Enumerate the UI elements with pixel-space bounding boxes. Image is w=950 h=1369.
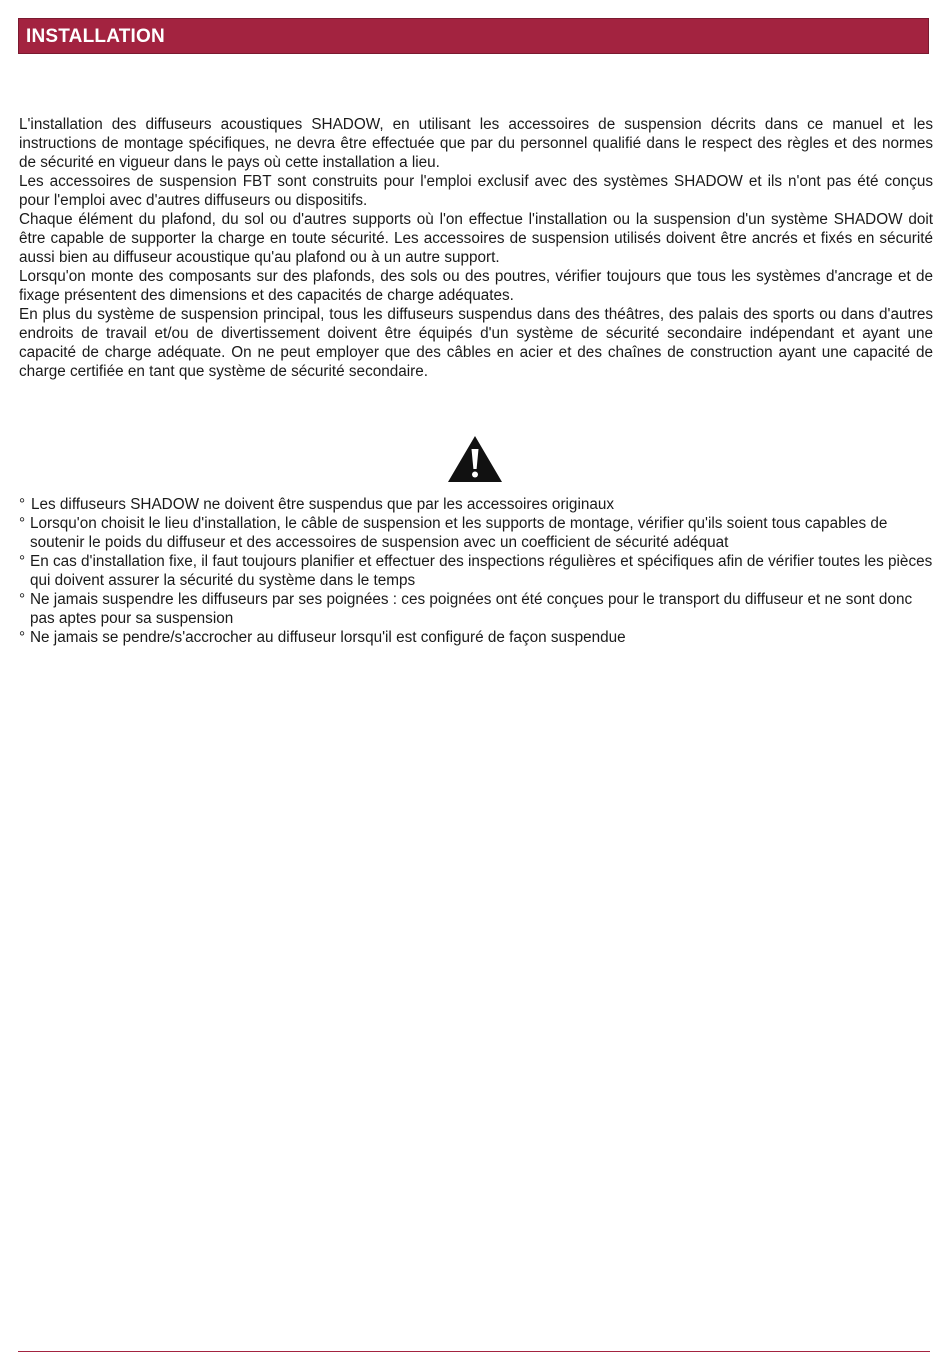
intro-paragraph: Lorsqu'on monte des composants sur des plafonds, des sols ou des poutres, vérifier toujours que tous les systèmes d'ancrage et de fixage présentent des dimensions et des capacités de charge adéquates. bbox=[19, 268, 933, 304]
intro-paragraph: Les accessoires de suspension FBT sont construits pour l'emploi exclusif avec des systèmes SHADOW et ils n'ont pas été conçus pour l'emploi avec d'autres diffuseurs ou dispositifs. bbox=[19, 173, 933, 209]
section-title: INSTALLATION bbox=[26, 26, 165, 47]
section-header-bar bbox=[18, 18, 929, 54]
warning-triangle-icon bbox=[447, 435, 503, 483]
warning-item bbox=[19, 628, 933, 647]
warning-item bbox=[19, 590, 933, 628]
safety-warning-list bbox=[19, 495, 933, 647]
warning-item-text: Lorsqu'on choisit le lieu d'installation, le câble de suspension et les supports de montage, vérifier qu'ils soient tous capables de soutenir le poids du diffuseur et des accessoires de suspension avec un coefficient de sécurité adéquat bbox=[30, 515, 888, 551]
bullet-mark: ° bbox=[19, 515, 26, 532]
warning-item-text: En cas d'installation fixe, il faut toujours planifier et effectuer des inspections régulières et spécifiques afin de vérifier toutes les pièces qui doivent assurer la sécurité du système dans le temps bbox=[30, 553, 933, 589]
warning-item-text: Les diffuseurs SHADOW ne doivent être suspendus que par les accessoires originaux bbox=[31, 496, 615, 513]
warning-item bbox=[19, 514, 933, 552]
bullet-mark: ° bbox=[19, 629, 26, 646]
warning-item bbox=[19, 495, 933, 514]
warning-item bbox=[19, 552, 933, 590]
bullet-mark: ° bbox=[19, 553, 26, 570]
intro-paragraph: L'installation des diffuseurs acoustiques SHADOW, en utilisant les accessoires de suspension décrits dans ce manuel et les instructions de montage spécifiques, ne devra être effectuée que par du personnel qualifié dans le respect des règles et des normes de sécurité en vigueur dans le pays où cette installation a lieu. bbox=[19, 116, 933, 171]
bullet-mark: ° bbox=[19, 496, 26, 513]
footer-divider bbox=[18, 1351, 930, 1352]
intro-paragraph: En plus du système de suspension principal, tous les diffuseurs suspendus dans des théâtres, des palais des sports ou dans d'autres endroits de travail et/ou de divertissement doivent être équipés d'un système de sécurité secondaire indépendant et ayant une capacité de charge adéquate. On ne peut employer que des câbles en acier et des chaînes de construction ayant une capacité de charge certifiée en tant que système de sécurité secondaire. bbox=[19, 306, 933, 380]
warning-item-text: Ne jamais suspendre les diffuseurs par ses poignées : ces poignées ont été conçues pour le transport du diffuseur et ne sont donc pas aptes pour sa suspension bbox=[30, 591, 913, 627]
intro-paragraph: Chaque élément du plafond, du sol ou d'autres supports où l'on effectue l'installation ou la suspension d'un système SHADOW doit être capable de supporter la charge en toute sécurité. Les accessoires de suspension utilisés doivent être ancrés et fixés en sécurité aussi bien au diffuseur acoustique qu'au plafond ou à un autre support. bbox=[19, 211, 933, 266]
intro-text bbox=[19, 115, 933, 381]
bullet-mark: ° bbox=[19, 591, 26, 608]
warning-item-text: Ne jamais se pendre/s'accrocher au diffuseur lorsqu'il est configuré de façon suspendue bbox=[30, 629, 626, 646]
